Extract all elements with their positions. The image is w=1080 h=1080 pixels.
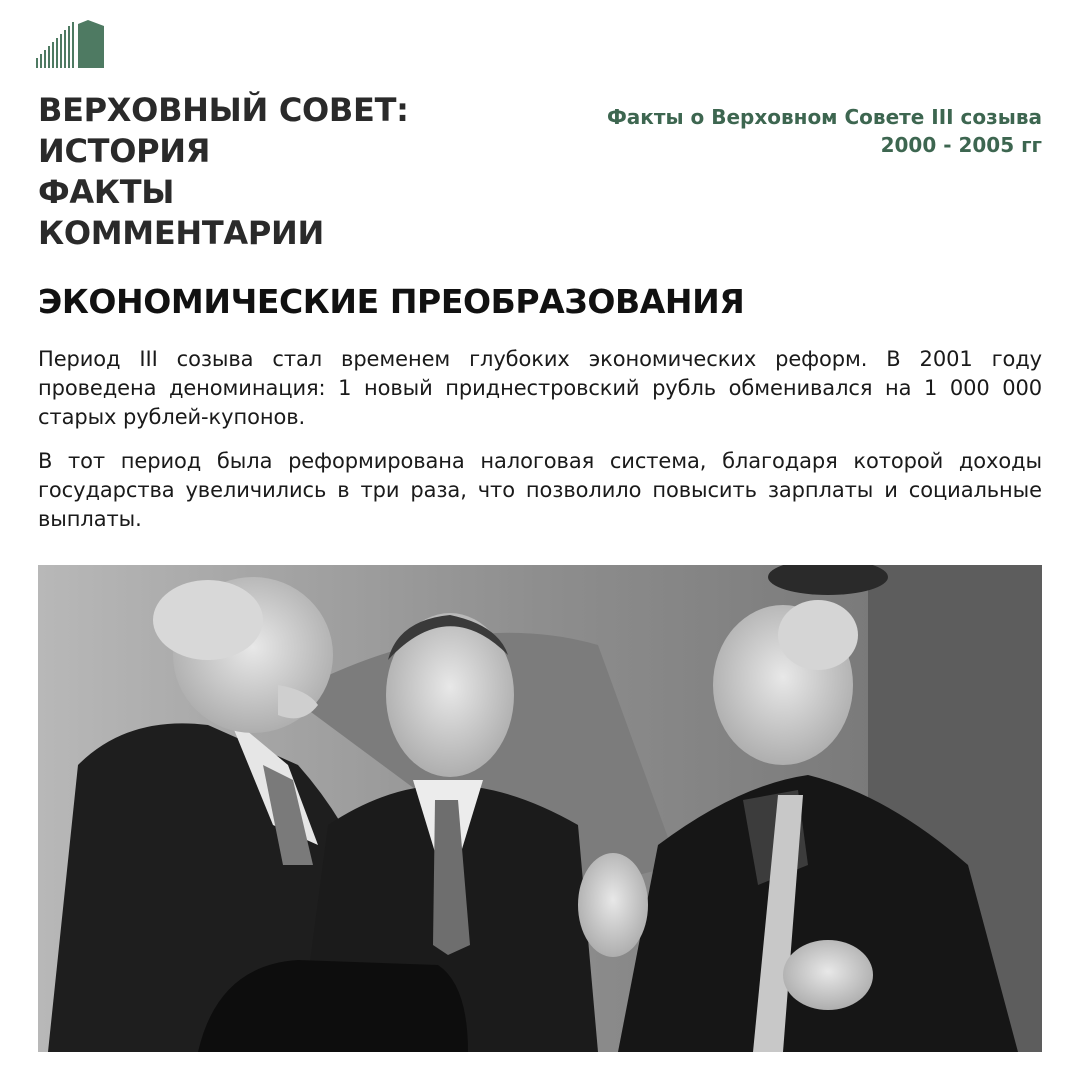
header-subtitle-line: 2000 - 2005 гг <box>880 133 1042 157</box>
header-title-line: КОММЕНТАРИИ <box>38 214 324 252</box>
photo-three-men <box>38 565 1042 1052</box>
header-title-line: ИСТОРИЯ <box>38 132 211 170</box>
header-subtitle <box>607 103 1042 159</box>
section-title: ЭКОНОМИЧЕСКИЕ ПРЕОБРАЗОВАНИЯ <box>38 282 745 321</box>
body-paragraph: Период III созыва стал временем глубоких экономических реформ. В 2001 году проведена деноминация: 1 новый приднестровский рубль обменивался на 1 000 000 старых рублей-купонов. <box>38 347 1042 429</box>
logo-icon <box>36 20 106 70</box>
header-title <box>38 90 409 254</box>
header-subtitle-line: Факты о Верховном Совете III созыва <box>606 105 1042 129</box>
body-paragraph: В тот период была реформирована налоговая система, благодаря которой доходы государства увеличились в три раза, что позволило повысить зарплаты и социальные выплаты. <box>38 449 1042 531</box>
header-title-line: ВЕРХОВНЫЙ СОВЕТ: <box>38 91 409 129</box>
header-title-line: ФАКТЫ <box>38 173 175 211</box>
